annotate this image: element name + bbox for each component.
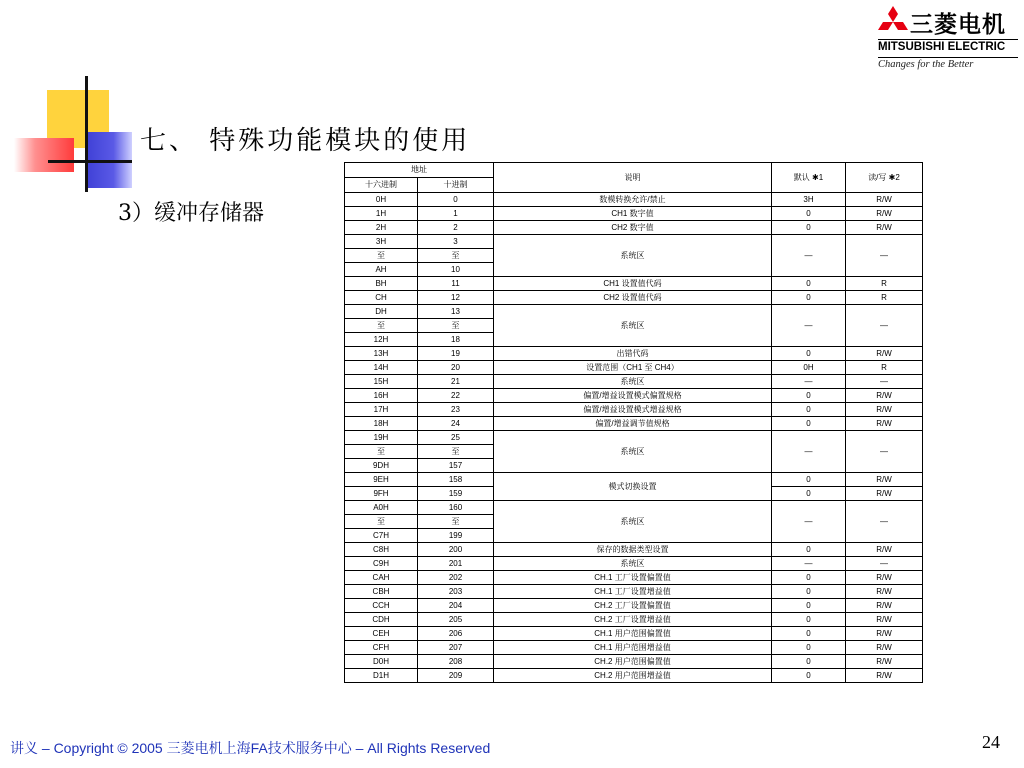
copyright-footer: 讲义 – Copyright © 2005 三菱电机上海FA技术服务中心 – All Rights Reserved [10,740,491,756]
decor-vertical-line [85,76,88,192]
table-header-row [345,163,923,178]
table-row: 9EH 158 模式切换设置 0 R/W [345,473,923,487]
table-row: 17H 23 偏置/增益设置模式增益规格 0 R/W [345,403,923,417]
header-read-write: 读/写 ✱2 [846,163,923,193]
decor-horizontal-line [48,160,132,163]
table-row: 14H 20 设置范围（CH1 至 CH4） 0H R [345,361,923,375]
table-row: CDH 205 CH.2 工厂设置增益值 0 R/W [345,613,923,627]
slide-subtitle: 3）缓冲存储器 [118,201,264,226]
table-row: 15H 21 系统区 — — [345,375,923,389]
table-row: 至 至 [345,515,923,529]
logo-chinese-name: 三菱电机 [910,11,1006,38]
header-address: 地址 [345,163,494,178]
table-row: CAH 202 CH.1 工厂设置偏置值 0 R/W [345,571,923,585]
table-row: A0H 160 系统区 — — [345,501,923,515]
decor-red-bar [14,138,74,172]
table-row: C9H 201 系统区 — — [345,557,923,571]
table-row: AH 10 [345,263,923,277]
table-row: 9FH 159 0 R/W [345,487,923,501]
page-number: 24 [982,732,1000,752]
logo-tagline: Changes for the Better [878,59,974,70]
header-description: 说明 [494,163,772,193]
table-row: 至 至 [345,249,923,263]
table-row: 18H 24 偏置/增益调节值规格 0 R/W [345,417,923,431]
table-row: 1H 1 CH1 数字值 0 R/W [345,207,923,221]
table-row: 2H 2 CH2 数字值 0 R/W [345,221,923,235]
table-row: 12H 18 [345,333,923,347]
header-hex: 十六进制 [345,178,418,193]
table-row: C8H 200 保存的数据类型设置 0 R/W [345,543,923,557]
logo-english-name: MITSUBISHI ELECTRIC [878,41,1006,53]
table-row: D1H 209 CH.2 用户范围增益值 0 R/W [345,669,923,683]
table-row: 16H 22 偏置/增益设置模式偏置规格 0 R/W [345,389,923,403]
table-row: 9DH 157 [345,459,923,473]
table-row: DH 13 系统区 — — [345,305,923,319]
table-row: CEH 206 CH.1 用户范围偏置值 0 R/W [345,627,923,641]
table-row: BH 11 CH1 设置值代码 0 R [345,277,923,291]
three-diamonds-icon [876,6,910,36]
header-default: 默认 ✱1 [772,163,846,193]
header-dec: 十进制 [418,178,494,193]
table-row: 0H 0 数模转换允许/禁止 3H R/W [345,193,923,207]
table-row: 至 至 [345,319,923,333]
table-row: CCH 204 CH.2 工厂设置偏置值 0 R/W [345,599,923,613]
table-row: CFH 207 CH.1 用户范围增益值 0 R/W [345,641,923,655]
table-row: 3H 3 系统区 — — [345,235,923,249]
table-body [345,193,923,683]
table-row: D0H 208 CH.2 用户范围偏置值 0 R/W [345,655,923,669]
mitsubishi-logo [872,4,1022,76]
buffer-memory-table [344,162,923,683]
table-row: CBH 203 CH.1 工厂设置增益值 0 R/W [345,585,923,599]
table-row: 13H 19 出错代码 0 R/W [345,347,923,361]
table-row: CH 12 CH2 设置值代码 0 R [345,291,923,305]
table-row: C7H 199 [345,529,923,543]
table-row: 19H 25 系统区 — — [345,431,923,445]
table-row: 至 至 [345,445,923,459]
slide-title: 七、 特殊功能模块的使用 [140,126,471,156]
